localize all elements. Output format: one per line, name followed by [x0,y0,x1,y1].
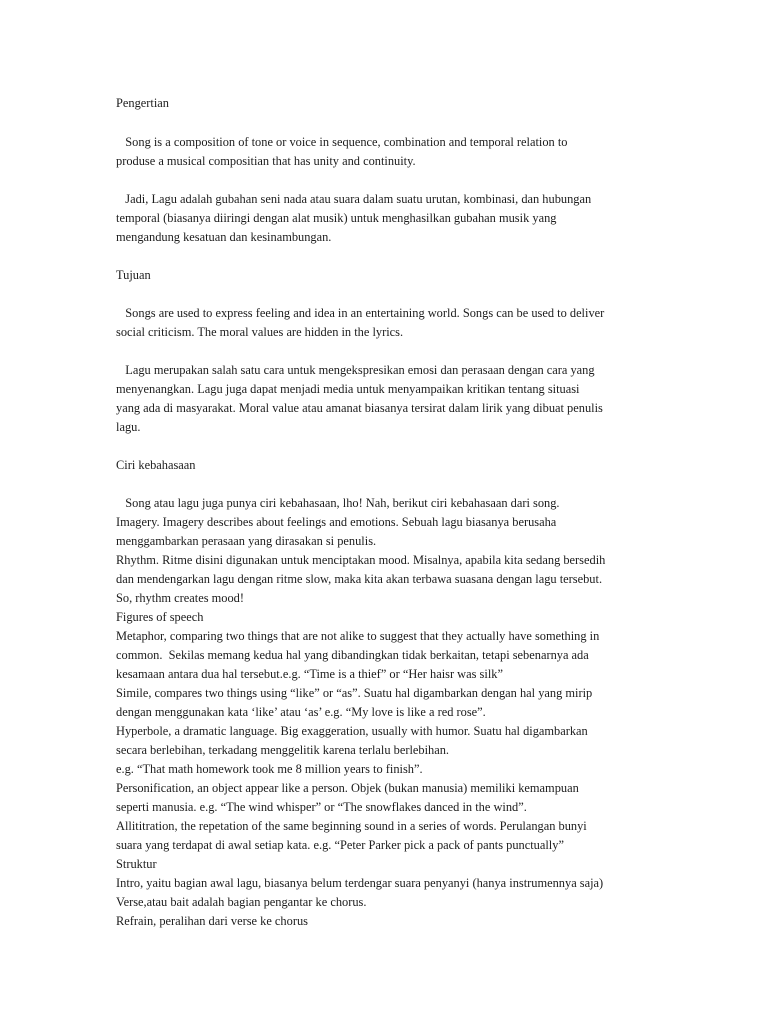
paragraph-line: Song is a composition of tone or voice in sequence, combination and temporal relation to [116,135,568,149]
paragraph-line: Allititration, the repetation of the same beginning sound in a series of words. Perulangan bunyi [116,819,587,833]
heading-ciri-kebahasaan: Ciri kebahasaan [116,458,196,472]
paragraph-line: Verse,atau bait adalah bagian pengantar ke chorus. [116,895,367,909]
paragraph-line: seperti manusia. e.g. “The wind whisper” or “The snowflakes danced in the wind”. [116,800,527,814]
paragraph-line: produse a musical compositian that has unity and continuity. [116,154,416,168]
paragraph-line: temporal (biasanya diiringi dengan alat musik) untuk menghasilkan gubahan musik yang [116,211,557,225]
paragraph-line: Hyperbole, a dramatic language. Big exaggeration, usually with humor. Suatu hal digambarkan [116,724,588,738]
paragraph-line: dan mendengarkan lagu dengan ritme slow, maka kita akan terbawa suasana dengan lagu tersebut. [116,572,603,586]
paragraph-line: menyenangkan. Lagu juga dapat menjadi media untuk menyampaikan kritikan tentang situasi [116,382,580,396]
paragraph-line: Jadi, Lagu adalah gubahan seni nada atau suara dalam suatu urutan, kombinasi, dan hubungan [116,192,592,206]
paragraph-line: secara berlebihan, terkadang menggelitik karena terlalu berlebihan. [116,743,450,757]
paragraph-line: yang ada di masyarakat. Moral value atau amanat biasanya tersirat dalam lirik yang dibuat penulis [116,401,603,415]
subheading-figures-of-speech: Figures of speech [116,610,204,624]
paragraph-line: suara yang terdapat di awal setiap kata. e.g. “Peter Parker pick a pack of pants punctually” [116,838,564,852]
paragraph-line: menggambarkan perasaan yang dirasakan si penulis. [116,534,377,548]
paragraph-line: Simile, compares two things using “like” or “as”. Suatu hal digambarkan dengan hal yang mirip [116,686,593,700]
heading-tujuan: Tujuan [116,268,151,282]
paragraph-line: So, rhythm creates mood! [116,591,245,605]
paragraph-line: Refrain, peralihan dari verse ke chorus [116,914,308,928]
paragraph-line: Intro, yaitu bagian awal lagu, biasanya belum terdengar suara penyanyi (hanya instrumennya saja) [116,876,604,890]
paragraph-line: lagu. [116,420,141,434]
subheading-struktur: Struktur [116,857,157,871]
paragraph-line: Imagery. Imagery describes about feelings and emotions. Sebuah lagu biasanya berusaha [116,515,557,529]
paragraph-line: Lagu merupakan salah satu cara untuk mengekspresikan emosi dan perasaan dengan cara yang [116,363,595,377]
paragraph-line: mengandung kesatuan dan kesinambungan. [116,230,332,244]
paragraph-line: e.g. “That math homework took me 8 million years to finish”. [116,762,423,776]
paragraph-line: Rhythm. Ritme disini digunakan untuk menciptakan mood. Misalnya, apabila kita sedang bersedih [116,553,606,567]
paragraph-line: Songs are used to express feeling and idea in an entertaining world. Songs can be used to deliver [116,306,605,320]
heading-pengertian: Pengertian [116,96,169,110]
paragraph-line: kesamaan antara dua hal tersebut.e.g. “Time is a thief” or “Her haisr was silk” [116,667,503,681]
paragraph-line: common. Sekilas memang kedua hal yang dibandingkan tidak berkaitan, tetapi sebenarnya ada [116,648,589,662]
paragraph-line: dengan menggunakan kata ‘like’ atau ‘as’ e.g. “My love is like a red rose”. [116,705,486,719]
paragraph-line: Metaphor, comparing two things that are not alike to suggest that they actually have something in [116,629,600,643]
paragraph-line: Personification, an object appear like a person. Objek (bukan manusia) memiliki kemampuan [116,781,579,795]
paragraph-line: Song atau lagu juga punya ciri kebahasaan, lho! Nah, berikut ciri kebahasaan dari song. [116,496,560,510]
paragraph-line: social criticism. The moral values are hidden in the lyrics. [116,325,404,339]
